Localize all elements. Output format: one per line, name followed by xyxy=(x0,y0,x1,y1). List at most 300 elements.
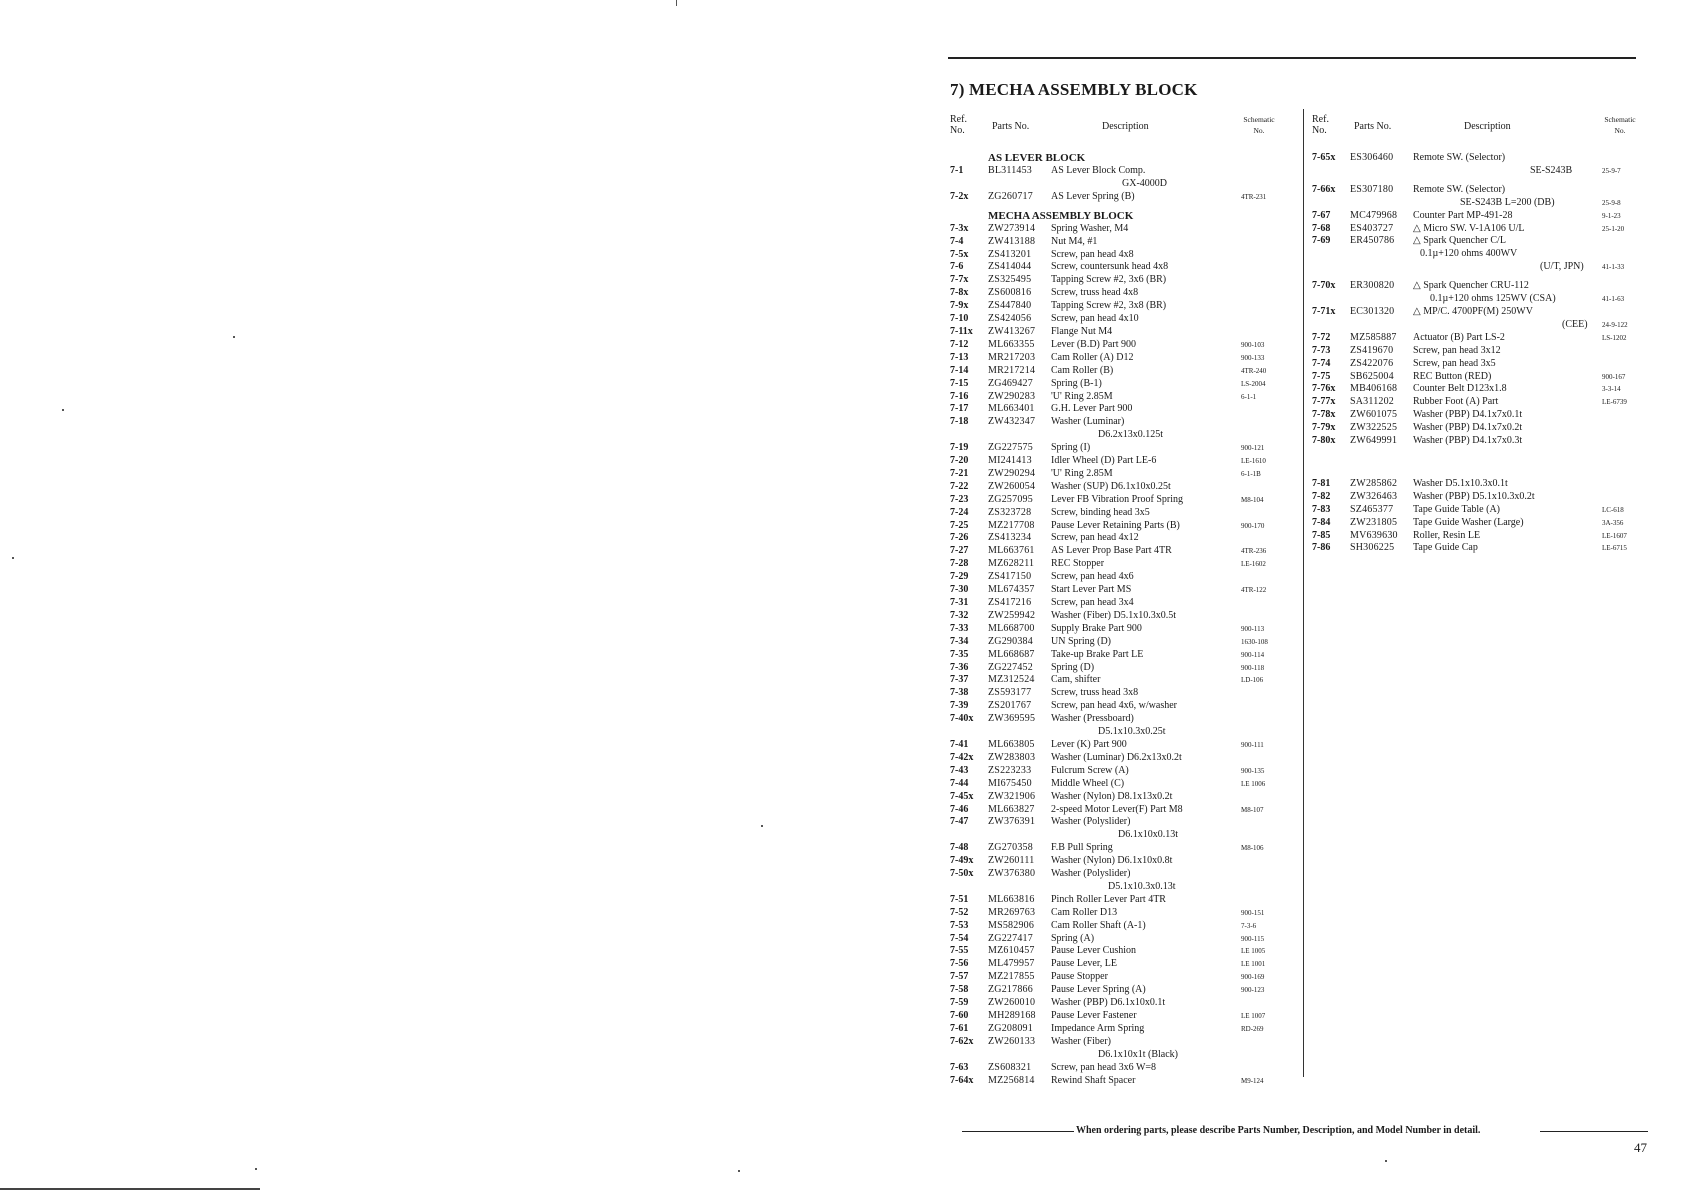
description: Screw, pan head 3x4 xyxy=(1051,597,1134,608)
parts-no: MR217203 xyxy=(988,351,1036,363)
description: △ Micro SW. V-1A106 U/L xyxy=(1413,222,1525,234)
description: Spring (B-1) xyxy=(1051,377,1102,389)
continuation-row xyxy=(950,726,1283,739)
ref-no: 7-10 xyxy=(950,313,969,325)
part-row xyxy=(1312,517,1644,530)
continuation-row xyxy=(1312,165,1644,178)
part-row xyxy=(950,958,1283,971)
schematic-no: 900-133 xyxy=(1241,353,1265,362)
ordering-note xyxy=(962,1125,1648,1139)
parts-no: MV639630 xyxy=(1350,529,1398,541)
parts-no: ZS323728 xyxy=(988,506,1032,518)
parts-no: ZW283803 xyxy=(988,751,1036,763)
parts-no: SH306225 xyxy=(1350,542,1395,554)
part-row xyxy=(1312,306,1644,319)
part-row xyxy=(950,455,1283,468)
part-row xyxy=(950,494,1283,507)
part-row xyxy=(1312,383,1644,396)
ref-no: 7-45x xyxy=(950,790,974,802)
parts-no: ZG208091 xyxy=(988,1022,1033,1034)
parts-no: ZG469427 xyxy=(988,377,1033,389)
description: Washer (Polyslider) xyxy=(1051,868,1131,880)
parts-no: ZW260054 xyxy=(988,480,1036,492)
description: Start Lever Part MS xyxy=(1051,584,1132,596)
section-title: 7) MECHA ASSEMBLY BLOCK xyxy=(950,80,1198,99)
header-parts-no: Parts No. xyxy=(1354,121,1392,132)
continuation-row xyxy=(950,1049,1283,1062)
parts-no: ZS424056 xyxy=(988,313,1032,325)
schematic-no: 4TR-122 xyxy=(1241,586,1267,595)
ref-no: 7-42x xyxy=(950,751,974,763)
part-row xyxy=(950,249,1283,262)
continuation-row xyxy=(1312,261,1644,274)
continuation-row xyxy=(950,881,1283,894)
part-row xyxy=(1312,235,1644,248)
ref-no: 7-34 xyxy=(950,635,969,647)
parts-no: ZG227417 xyxy=(988,932,1033,944)
parts-list-left xyxy=(950,146,1283,1087)
parts-no: ML668700 xyxy=(988,622,1035,634)
ref-no: 7-71x xyxy=(1312,305,1336,317)
ref-no: 7-29 xyxy=(950,571,969,583)
ref-no: 7-27 xyxy=(950,545,969,557)
schematic-no: LE 1006 xyxy=(1241,779,1266,788)
schematic-no: 41-1-33 xyxy=(1602,263,1625,272)
part-row xyxy=(950,778,1283,791)
parts-no: ZW231805 xyxy=(1350,516,1398,528)
schematic-no: 25-9-8 xyxy=(1602,198,1621,207)
parts-no: ZS414044 xyxy=(988,261,1032,273)
part-row xyxy=(950,752,1283,765)
description: Spring Washer, M4 xyxy=(1051,222,1129,234)
ref-no: 7-86 xyxy=(1312,542,1331,554)
part-row xyxy=(950,636,1283,649)
schematic-no: LE-1610 xyxy=(1241,457,1266,466)
ref-no: 7-38 xyxy=(950,687,969,699)
description: Counter Belt D123x1.8 xyxy=(1413,383,1507,395)
description: Pause Stopper xyxy=(1051,971,1108,983)
part-row xyxy=(950,532,1283,545)
description: Pause Lever Spring (A) xyxy=(1051,984,1146,996)
part-row xyxy=(1312,542,1644,555)
parts-no: MZ312524 xyxy=(988,674,1035,686)
description: Washer (PBP) D4.1x7x0.3t xyxy=(1413,435,1523,447)
schematic-no: 900-121 xyxy=(1241,444,1265,453)
parts-no: ER450786 xyxy=(1350,235,1395,247)
part-row xyxy=(950,816,1283,829)
parts-no: ZS593177 xyxy=(988,687,1032,699)
description: Pause Lever Retaining Parts (B) xyxy=(1051,519,1180,531)
parts-no: ZS600816 xyxy=(988,287,1032,299)
part-row xyxy=(950,933,1283,946)
parts-no: ZW285862 xyxy=(1350,477,1398,489)
part-row xyxy=(950,855,1283,868)
ref-no: 7-14 xyxy=(950,364,969,376)
schematic-no: 6-1-1 xyxy=(1241,392,1257,401)
description: Tape Guide Cap xyxy=(1413,542,1478,554)
description: Actuator (B) Part LS-2 xyxy=(1413,331,1505,343)
ref-no: 7-64x xyxy=(950,1074,974,1086)
continuation-text: D5.1x10.3x0.13t xyxy=(1108,880,1176,892)
parts-no: ZW376380 xyxy=(988,868,1036,880)
ref-no: 7-13 xyxy=(950,351,969,363)
ref-no: 7-75 xyxy=(1312,370,1331,382)
parts-no: ML668687 xyxy=(988,648,1035,660)
continuation-text: (U/T, JPN) xyxy=(1540,261,1584,273)
schematic-no: M8-104 xyxy=(1241,495,1264,504)
parts-no: ES307180 xyxy=(1350,183,1394,195)
description: Washer (PBP) D6.1x10x0.1t xyxy=(1051,997,1166,1009)
description: Roller, Resin LE xyxy=(1413,529,1481,541)
part-row xyxy=(950,584,1283,597)
parts-no: ZW649991 xyxy=(1350,435,1398,447)
continuation-row xyxy=(1312,197,1644,210)
column-header xyxy=(1312,110,1644,146)
part-row xyxy=(950,984,1283,997)
part-row xyxy=(950,649,1283,662)
ref-no: 7-67 xyxy=(1312,209,1331,221)
description: Spring (I) xyxy=(1051,442,1091,454)
description: 'U' Ring 2.85M xyxy=(1051,467,1113,479)
schematic-no: 6-1-1B xyxy=(1241,469,1261,478)
scan-speck xyxy=(62,409,64,411)
part-row xyxy=(950,300,1283,313)
continuation-row xyxy=(1312,319,1644,332)
description: Washer (Luminar) xyxy=(1051,416,1125,428)
parts-no: ZG227452 xyxy=(988,661,1033,673)
parts-no: ML663401 xyxy=(988,403,1035,415)
ref-no: 7-4 xyxy=(950,235,964,247)
parts-no: MH289168 xyxy=(988,1010,1036,1021)
description: Pause Lever Fastener xyxy=(1051,1010,1137,1021)
ref-no: 7-48 xyxy=(950,842,969,854)
ref-no: 7-79x xyxy=(1312,422,1336,434)
ref-no: 7-36 xyxy=(950,661,969,673)
parts-no: ML663805 xyxy=(988,738,1035,750)
parts-no: ML663761 xyxy=(988,545,1035,557)
ref-no: 7-81 xyxy=(1312,477,1331,489)
description: Impedance Arm Spring xyxy=(1051,1022,1145,1034)
part-row xyxy=(950,165,1283,178)
ref-no: 7-74 xyxy=(1312,357,1331,369)
schematic-no: 900-167 xyxy=(1602,372,1626,381)
description: Pause Lever, LE xyxy=(1051,958,1117,970)
parts-no: ZS608321 xyxy=(988,1061,1032,1073)
parts-no: ZW290283 xyxy=(988,390,1036,402)
continuation-text: 0.1µ+120 ohms 125WV (CSA) xyxy=(1430,293,1556,305)
description: Washer (PBP) D5.1x10.3x0.2t xyxy=(1413,490,1535,502)
description: REC Button (RED) xyxy=(1413,370,1492,382)
description: Lever (B.D) Part 900 xyxy=(1051,338,1136,350)
schematic-no: 3-3-14 xyxy=(1602,385,1621,394)
ref-no: 7-69 xyxy=(1312,235,1331,247)
ref-no: 7-78x xyxy=(1312,409,1336,421)
continuation-text: D6.2x13x0.125t xyxy=(1098,429,1163,441)
ref-no: 7-65x xyxy=(1312,152,1336,163)
ref-no: 7-85 xyxy=(1312,529,1331,541)
part-row xyxy=(950,223,1283,236)
part-row xyxy=(950,597,1283,610)
parts-no: MZ256814 xyxy=(988,1074,1035,1086)
description: AS Lever Spring (B) xyxy=(1051,190,1135,202)
description: Washer D5.1x10.3x0.1t xyxy=(1413,477,1508,489)
header-description: Description xyxy=(1102,121,1149,132)
description: △ Spark Quencher C/L xyxy=(1413,235,1506,247)
description: Rubber Foot (A) Part xyxy=(1413,396,1499,408)
parts-no: MI241413 xyxy=(988,455,1032,467)
parts-no: ZS325495 xyxy=(988,274,1032,286)
header-schematic: Schematic No. xyxy=(1604,115,1636,135)
part-row xyxy=(950,191,1283,204)
parts-no: ZS447840 xyxy=(988,300,1032,312)
description: Lever (K) Part 900 xyxy=(1051,738,1127,750)
part-row xyxy=(950,352,1283,365)
schematic-no: LS-1202 xyxy=(1602,333,1627,342)
parts-no: ZG217866 xyxy=(988,984,1033,996)
part-row xyxy=(1312,371,1644,384)
ref-no: 7-12 xyxy=(950,338,969,350)
continuation-text: GX-4000D xyxy=(1122,177,1167,189)
continuation-row xyxy=(950,429,1283,442)
part-row xyxy=(950,894,1283,907)
parts-no: ZW321906 xyxy=(988,790,1036,802)
parts-no: ML479957 xyxy=(988,958,1035,970)
description: Washer (Nylon) D8.1x13x0.2t xyxy=(1051,790,1173,802)
ref-no: 7-77x xyxy=(1312,396,1336,408)
part-row xyxy=(950,610,1283,623)
ref-no: 7-43 xyxy=(950,764,969,776)
ref-no: 7-59 xyxy=(950,997,969,1009)
description: AS Lever Block Comp. xyxy=(1051,165,1146,176)
description: Cam Roller D13 xyxy=(1051,906,1118,918)
part-row xyxy=(950,739,1283,752)
ref-no: 7-63 xyxy=(950,1061,969,1073)
ref-no: 7-19 xyxy=(950,442,969,454)
description: Washer (Fiber) D5.1x10.3x0.5t xyxy=(1051,609,1177,621)
description: Washer (Luminar) D6.2x13x0.2t xyxy=(1051,751,1182,763)
part-row xyxy=(1312,280,1644,293)
part-row xyxy=(950,1062,1283,1075)
parts-no: MZ585887 xyxy=(1350,331,1397,343)
part-row xyxy=(950,287,1283,300)
schematic-no: 9-1-23 xyxy=(1602,211,1621,220)
parts-no: MR217214 xyxy=(988,364,1036,376)
part-row xyxy=(950,468,1283,481)
part-row xyxy=(950,378,1283,391)
description: F.B Pull Spring xyxy=(1051,842,1113,854)
description: Screw, countersunk head 4x8 xyxy=(1051,261,1169,273)
parts-no: ZG227575 xyxy=(988,442,1033,454)
parts-no: ZS417150 xyxy=(988,571,1032,583)
schematic-no: LD-106 xyxy=(1241,676,1264,685)
description: 'U' Ring 2.85M xyxy=(1051,390,1113,402)
part-row xyxy=(950,971,1283,984)
part-row xyxy=(1312,422,1644,435)
schematic-no: 3A-356 xyxy=(1602,518,1624,527)
ref-no: 7-24 xyxy=(950,506,969,518)
part-row xyxy=(1312,223,1644,236)
schematic-no: LC-618 xyxy=(1602,505,1624,514)
footer-rule-right xyxy=(1540,1131,1648,1132)
continuation-text: D5.1x10.3x0.25t xyxy=(1098,726,1166,738)
parts-no: ZG257095 xyxy=(988,493,1033,505)
ref-no: 7-66x xyxy=(1312,183,1336,195)
description: Screw, truss head 4x8 xyxy=(1051,287,1139,299)
schematic-no: LE 1001 xyxy=(1241,960,1266,969)
parts-no: ZW601075 xyxy=(1350,409,1398,421)
schematic-no: 7-3-6 xyxy=(1241,921,1257,930)
part-row xyxy=(1312,345,1644,358)
ref-no: 7-52 xyxy=(950,906,969,918)
part-row xyxy=(950,674,1283,687)
ref-no: 7-32 xyxy=(950,609,969,621)
parts-no: ZW322525 xyxy=(1350,422,1398,434)
ref-no: 7-46 xyxy=(950,803,969,815)
parts-no: ZW260111 xyxy=(988,855,1035,867)
ref-no: 7-56 xyxy=(950,958,969,970)
ref-no: 7-53 xyxy=(950,919,969,931)
part-row xyxy=(1312,358,1644,371)
description: Tape Guide Table (A) xyxy=(1413,503,1500,515)
ref-no: 7-20 xyxy=(950,455,969,467)
parts-no: ZW413267 xyxy=(988,325,1036,337)
scan-speck xyxy=(1385,1160,1387,1162)
part-row xyxy=(950,274,1283,287)
continuation-text: SE-S243B L=200 (DB) xyxy=(1460,196,1555,208)
part-row xyxy=(950,907,1283,920)
header-ref: Ref. No. xyxy=(1312,114,1329,136)
part-row xyxy=(1312,152,1644,165)
part-row xyxy=(950,945,1283,958)
description: Rewind Shaft Spacer xyxy=(1051,1074,1136,1086)
ref-no: 7-8x xyxy=(950,287,969,299)
part-row xyxy=(1312,184,1644,197)
schematic-no: M8-106 xyxy=(1241,844,1264,853)
description: Fulcrum Screw (A) xyxy=(1051,764,1129,776)
part-row xyxy=(950,868,1283,881)
part-row xyxy=(950,1036,1283,1049)
description: Take-up Brake Part LE xyxy=(1051,648,1144,660)
description: Spring (D) xyxy=(1051,661,1095,673)
ref-no: 7-2x xyxy=(950,190,969,202)
schematic-no: 900-151 xyxy=(1241,908,1265,917)
part-row xyxy=(950,558,1283,571)
description: Washer (Pressboard) xyxy=(1051,713,1134,725)
continuation-text: (CEE) xyxy=(1562,318,1588,330)
schematic-no: LS-2004 xyxy=(1241,379,1266,388)
part-row xyxy=(1312,210,1644,223)
description: Cam Roller (B) xyxy=(1051,364,1114,376)
ref-no: 7-3x xyxy=(950,222,969,234)
parts-no: MB406168 xyxy=(1350,383,1398,395)
schematic-no: 900-111 xyxy=(1241,740,1264,749)
ref-no: 7-50x xyxy=(950,868,974,880)
ref-no: 7-54 xyxy=(950,932,969,944)
description: Screw, pan head 3x5 xyxy=(1413,357,1496,369)
parts-no: ZW259942 xyxy=(988,609,1036,621)
ref-no: 7-60 xyxy=(950,1010,969,1021)
parts-no: MZ628211 xyxy=(988,558,1035,570)
parts-no: SZ465377 xyxy=(1350,503,1394,515)
part-row xyxy=(950,662,1283,675)
description: Tapping Screw #2, 3x8 (BR) xyxy=(1051,300,1167,312)
parts-no: ZG290384 xyxy=(988,635,1033,647)
part-row xyxy=(950,236,1283,249)
description: Tapping Screw #2, 3x6 (BR) xyxy=(1051,274,1167,286)
parts-no: EC301320 xyxy=(1350,305,1395,317)
description: Cam, shifter xyxy=(1051,674,1101,686)
part-row xyxy=(1312,504,1644,517)
schematic-no: 4TR-236 xyxy=(1241,547,1267,556)
page-number: 47 xyxy=(1634,1140,1647,1155)
parts-no: ZW260010 xyxy=(988,997,1036,1009)
schematic-no: 25-1-20 xyxy=(1602,224,1625,233)
footer-rule-left xyxy=(962,1131,1074,1132)
part-row xyxy=(950,442,1283,455)
part-row xyxy=(950,687,1283,700)
continuation-row xyxy=(1312,293,1644,306)
part-row xyxy=(950,623,1283,636)
parts-no: MR269763 xyxy=(988,906,1036,918)
parts-no: MZ217708 xyxy=(988,519,1035,531)
description: Counter Part MP-491-28 xyxy=(1413,209,1513,221)
description: 2-speed Motor Lever(F) Part M8 xyxy=(1051,803,1183,815)
parts-no: ZS201767 xyxy=(988,700,1032,712)
continuation-text: D6.1x10x0.13t xyxy=(1118,829,1178,841)
ref-no: 7-23 xyxy=(950,493,969,505)
description: Cam Roller Shaft (A-1) xyxy=(1051,919,1146,931)
ref-no: 7-37 xyxy=(950,674,969,686)
description: AS Lever Prop Base Part 4TR xyxy=(1051,545,1172,557)
ref-no: 7-11x xyxy=(950,325,973,337)
ref-no: 7-40x xyxy=(950,713,974,725)
parts-no: ZS417216 xyxy=(988,597,1032,608)
ref-no: 7-72 xyxy=(1312,331,1331,343)
schematic-no: 1630-108 xyxy=(1241,637,1268,646)
part-row xyxy=(950,403,1283,416)
part-row xyxy=(950,313,1283,326)
parts-no: SB625004 xyxy=(1350,370,1394,382)
description: Screw, truss head 3x8 xyxy=(1051,687,1139,699)
parts-column-right xyxy=(1312,110,1644,555)
schematic-no: LE 1007 xyxy=(1241,1012,1266,1020)
part-row xyxy=(950,339,1283,352)
description: △ Spark Quencher CRU-112 xyxy=(1413,280,1529,292)
schematic-no: 900-115 xyxy=(1241,934,1265,943)
part-row xyxy=(950,804,1283,817)
ref-no: 7-26 xyxy=(950,532,969,544)
header-parts-no: Parts No. xyxy=(992,121,1030,132)
ref-no: 7-17 xyxy=(950,403,969,415)
description: Screw, pan head 4x8 xyxy=(1051,248,1134,260)
ref-no: 7-73 xyxy=(1312,344,1331,356)
ref-no: 7-51 xyxy=(950,893,969,905)
schematic-no: 900-113 xyxy=(1241,624,1265,633)
description: Washer (Polyslider) xyxy=(1051,816,1131,828)
part-row xyxy=(950,920,1283,933)
ref-no: 7-31 xyxy=(950,597,969,608)
description: Screw, pan head 4x6, w/washer xyxy=(1051,700,1177,712)
parts-no: ZW273914 xyxy=(988,222,1036,234)
scan-edge-line xyxy=(0,1188,260,1190)
continuation-text: D6.1x10x1t (Black) xyxy=(1098,1048,1178,1060)
parts-no: SA311202 xyxy=(1350,396,1395,408)
part-row xyxy=(950,481,1283,494)
part-row xyxy=(1312,478,1644,491)
description: Screw, binding head 3x5 xyxy=(1051,506,1150,518)
description: Screw, pan head 3x6 W=8 xyxy=(1051,1061,1157,1073)
schematic-no: RD-269 xyxy=(1241,1024,1264,1033)
